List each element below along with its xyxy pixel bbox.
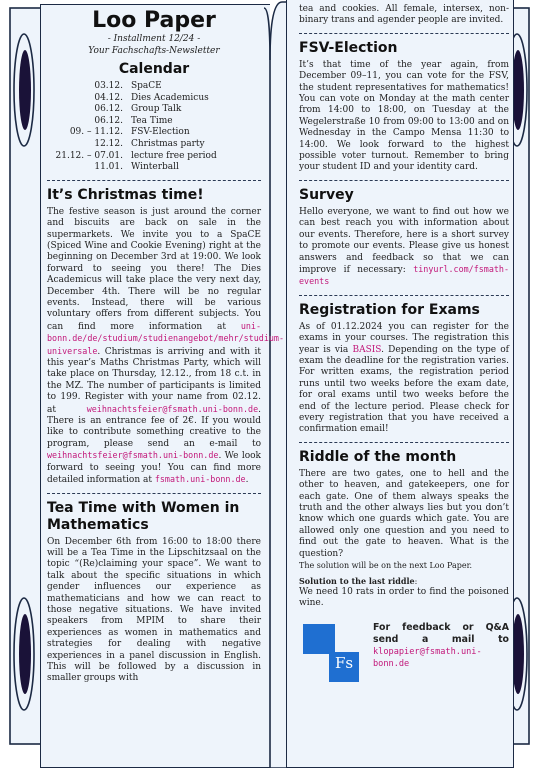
program-email-link[interactable]: weihnachtsfeier@fsmath.uni-bonn.de [47,450,219,461]
toilet-roll-left-icon [0,6,44,746]
christmas-text-2: . Christmas is arriving and with it this year’s Maths Christmas Party, which will take place on Thursday, 12.12., from 18 c.t. in the MZ. The number of participants is limited to 199. Register with your name from 02.12. at [47,346,261,415]
feedback-email-link[interactable]: klopapier@fsmath.uni-bonn.de [373,646,482,669]
survey-body [299,207,509,289]
christmas-heading: It’s Christmas time! [47,186,204,203]
section-divider [299,33,509,34]
calendar-row [47,139,261,151]
feedback-text [373,622,509,670]
riddle-solution-label-line: Solution to the last riddle: [299,576,418,587]
calendar-event: Dies Academicus [131,92,209,103]
teatime-continued: tea and cookies. All female, intersex, non-binary trans and agender people are invited. [299,4,509,26]
newsletter-subtitle: Your Fachschafts-Newsletter [88,45,220,56]
exams-body [299,322,509,436]
section-divider [47,493,261,494]
left-column [47,8,284,685]
calendar-date: 06.12. [94,104,123,115]
logo-text: Fs [335,653,354,672]
survey-heading: Survey [299,186,354,203]
calendar-row [47,104,261,116]
masthead [47,8,261,57]
fsv-heading: FSV-Election [299,39,398,56]
exams-heading: Registration for Exams [299,301,480,318]
riddle-note: The solution will be on the next Loo Paper. [299,561,473,571]
fachschaft-logo-icon [299,622,363,686]
survey-link[interactable]: tinyurl.com/fsmath-events [299,263,509,287]
right-column [299,4,509,686]
basis-link[interactable]: BASIS [352,344,382,355]
christmas-text-1: The festive season is just around the corner and biscuits are back on sale in the supermarkets. We invite you to a SpaCE (Spiced Wine and Cookie Evening) right at the beginning on December 3rd at 19:00. We look forward to seeing you there! The Dies Academicus will take place the very next day, December 4th. There will be no regular events. Instead, there will be various voluntary offers from different subjects. You can find more information at [47,206,261,332]
exams-text-2: . Depending on the type of exam the deadline for the registration varies. For written exams, the registration period runs until two weeks before the exam date, for oral exams until two weeks before the end of the lecture period. Please check for every registration that you have received a confirmation email! [299,344,509,435]
calendar-event: SpaCE [131,81,162,91]
christmas-text-4: . We look forward to seeing you! You can find more detailed information at [47,451,261,486]
fsmath-link[interactable]: fsmath.uni-bonn.de [154,474,246,485]
section-divider [299,180,509,181]
calendar-event: Tea Time [131,115,173,126]
section-divider [299,295,509,296]
calendar-date: 03.12. [94,81,123,91]
calendar-event: FSV-Election [131,127,190,138]
calendar-date: 04.12. [94,92,123,103]
riddle-body: There are two gates, one to hell and the other to heaven, and gatekeepers, one for each gate. One of them always speaks the truth and the other always lies but you don’t know which one guards which gate. You are allowed only one question and you need to find out the gate to heaven. What is the question? [299,468,509,559]
christmas-text-5: . [245,475,249,486]
calendar-event: lecture free period [131,150,217,161]
calendar-row [47,151,261,163]
survey-text: Hello everyone, we want to find out how we can best reach you with information about our events. Therefore, here is a short survey to promote our events. Please give us honest answers and feedback so that we can improve if necessary: [299,206,509,275]
calendar-date: 06.12. [94,115,123,126]
christmas-text-3: . There is an entrance fee of 2€. If you would like to contribute something creative to the program, please send an e-mail to [47,404,261,449]
teatime-heading: Tea Time with Women in Mathematics [47,499,240,533]
feedback-label: For feedback or Q&A send a mail to [373,621,509,645]
newsletter-title: Loo Paper [92,8,216,33]
calendar-row [47,127,261,139]
christmas-body [47,206,284,487]
section-divider [299,442,509,443]
fsv-body: It’s that time of the year again, from December 09–11, you can vote for the FSV, the student representatives for mathematics! You can vote on Monday at the math center from 14:00 to 18:00, on Tuesday at the Wegelerstraße 10 from 09:00 to 13:00 and on Wednesday in the Campo Mensa 11:30 to 14:00. We look forward to the highest possible voter turnout. Remember to bring your student ID and your identity card. [299,59,509,173]
exams-text-1: As of 01.12.2024 you can register for the exams in your courses. The registration this year is via [299,321,509,355]
calendar-row [47,116,261,128]
calendar-row [47,81,261,93]
riddle-heading: Riddle of the month [299,448,457,465]
calendar-event: Winterball [131,162,179,173]
calendar-date: 11.01. [94,162,123,173]
riddle-solution-label: Solution to the last riddle [299,576,415,587]
riddle-solution: We need 10 rats in order to find the poisoned wine. [299,587,509,609]
calendar-event: Christmas party [131,138,205,149]
calendar-row [47,93,261,105]
calendar-event: Group Talk [131,104,182,115]
installment-label: - Installment 12/24 - [107,34,201,44]
calendar-date: 12.12. [94,138,123,149]
feedback-block [299,622,509,686]
calendar-heading: Calendar [118,61,190,77]
section-divider [47,180,261,181]
calendar-row [47,162,261,174]
party-email-link[interactable]: weihnachtsfeier@fsmath.uni-bonn.de [86,403,259,414]
calendar-date: 09. – 11.12. [69,127,123,138]
calendar-list [47,81,261,174]
teatime-body: On December 6th from 16:00 to 18:00 there will be a Tea Time in the Lipschitzsaal on the topic “(Re)claiming your space”. We want to talk about the specific situations in which gender influences our experience as mathematicians and how we can react to those negative situations. We have invited speakers from MPIM to share their experiences as women in mathematics and strategies for dealing with negative experiences in a panel discussion in English. This will be followed by a discussion in smaller groups with [47,536,261,684]
studium-universale-link[interactable]: uni-bonn.de/de/studium/studienangebot/mehr/studium-universale [47,320,284,356]
calendar-date: 21.12. – 07.01. [55,150,123,161]
